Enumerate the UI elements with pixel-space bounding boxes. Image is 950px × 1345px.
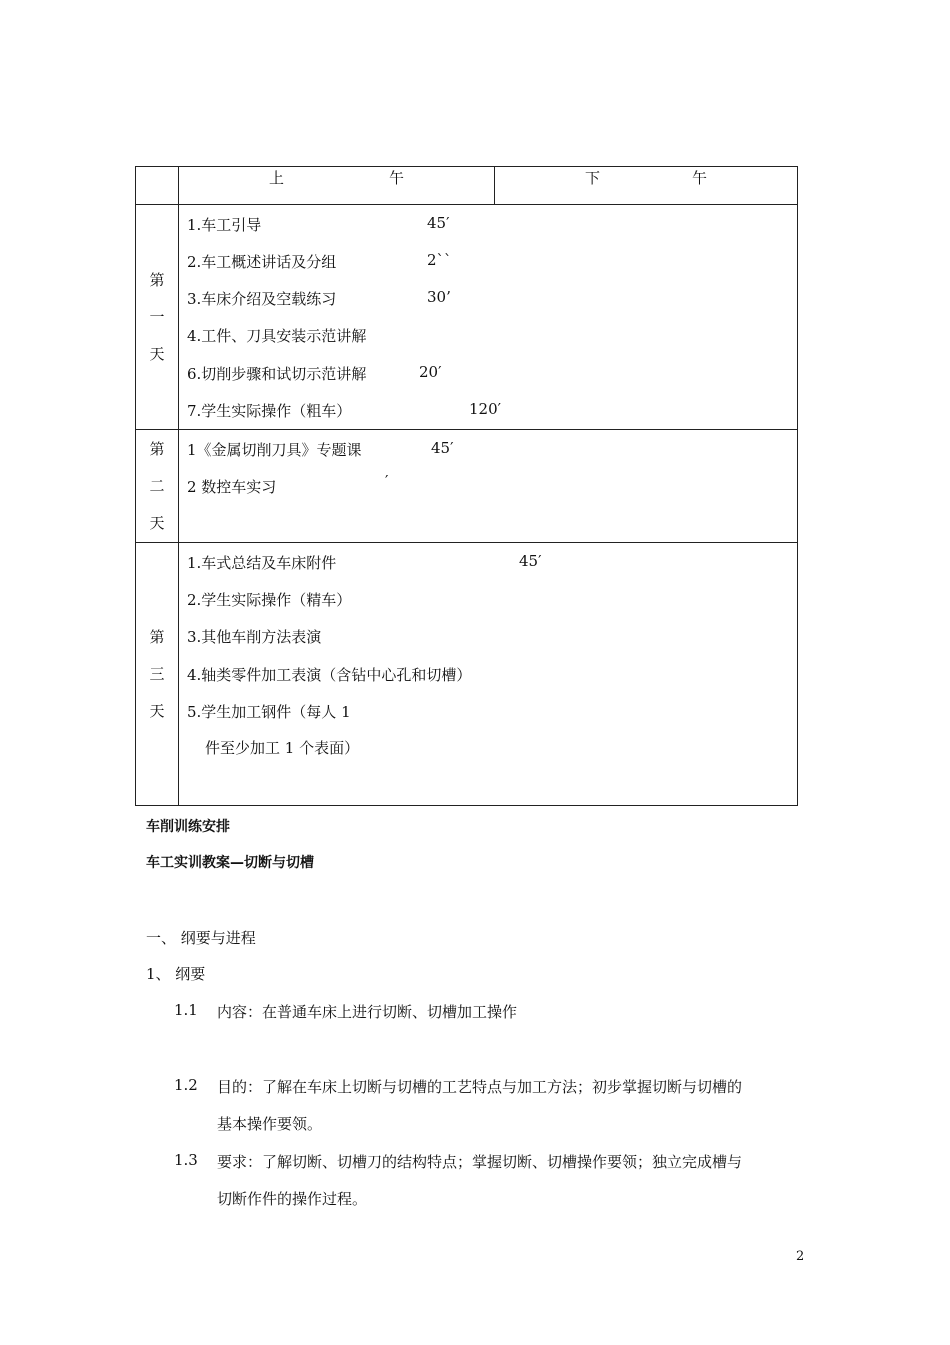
day3-label: 第 三 天 [136, 543, 179, 806]
day2-label: 第 二 天 [136, 430, 179, 543]
outline-text: 内容：在普通车床上进行切断、切槽加工操作 [217, 1003, 518, 1021]
outline-number: 1.3 [174, 1151, 198, 1169]
day1-content: 1.车工引导 45′ 2.车工概述讲话及分组 2`` 3.车床介绍及空载练习 30’ 4.工件、刀具安装示范讲解 6.切削步骤和试切示范讲解 20′ 7.学生实际操作（粗车） 120′ [179, 205, 798, 430]
corner-cell [136, 167, 179, 205]
day3-content: 1.车式总结及车床附件 45′ 2.学生实际操作（精车） 3.其他车削方法表演 4.轴类零件加工表演（含钻中心孔和切槽） 5.学生加工钢件（每人 1 件至少加工 1 个表面） [179, 543, 798, 806]
day1-row [136, 205, 798, 430]
day2-content: 1《金属切削刀具》专题课 45′ 2 数控车实习 ′ [179, 430, 798, 543]
outline-text-cont: 基本操作要领。 [217, 1115, 323, 1133]
outline-number: 1.1 [174, 1001, 198, 1019]
outline-text: 要求：了解切断、切槽刀的结构特点；掌握切断、切槽操作要领；独立完成槽与 [217, 1153, 743, 1171]
morning-header: 上 午 [179, 167, 495, 205]
lesson-title: 车工实训教案—切断与切槽 [146, 855, 314, 871]
table-header-row [136, 167, 798, 205]
day3-row [136, 543, 798, 806]
table-caption: 车削训练安排 [146, 819, 230, 835]
day2-row [136, 430, 798, 543]
afternoon-header: 下 午 [495, 167, 798, 205]
day1-label: 第 一 天 [136, 205, 179, 430]
outline-text-cont: 切断作件的操作过程。 [217, 1190, 368, 1208]
training-schedule-table [135, 166, 798, 806]
outline-number: 1.2 [174, 1076, 198, 1094]
outline-text: 目的：了解在车床上切断与切槽的工艺特点与加工方法；初步掌握切断与切槽的 [217, 1078, 743, 1096]
page-number: 2 [796, 1249, 805, 1264]
subsection-heading: 1、 纲要 [146, 965, 206, 983]
section-heading: 一、 纲要与进程 [146, 929, 256, 947]
